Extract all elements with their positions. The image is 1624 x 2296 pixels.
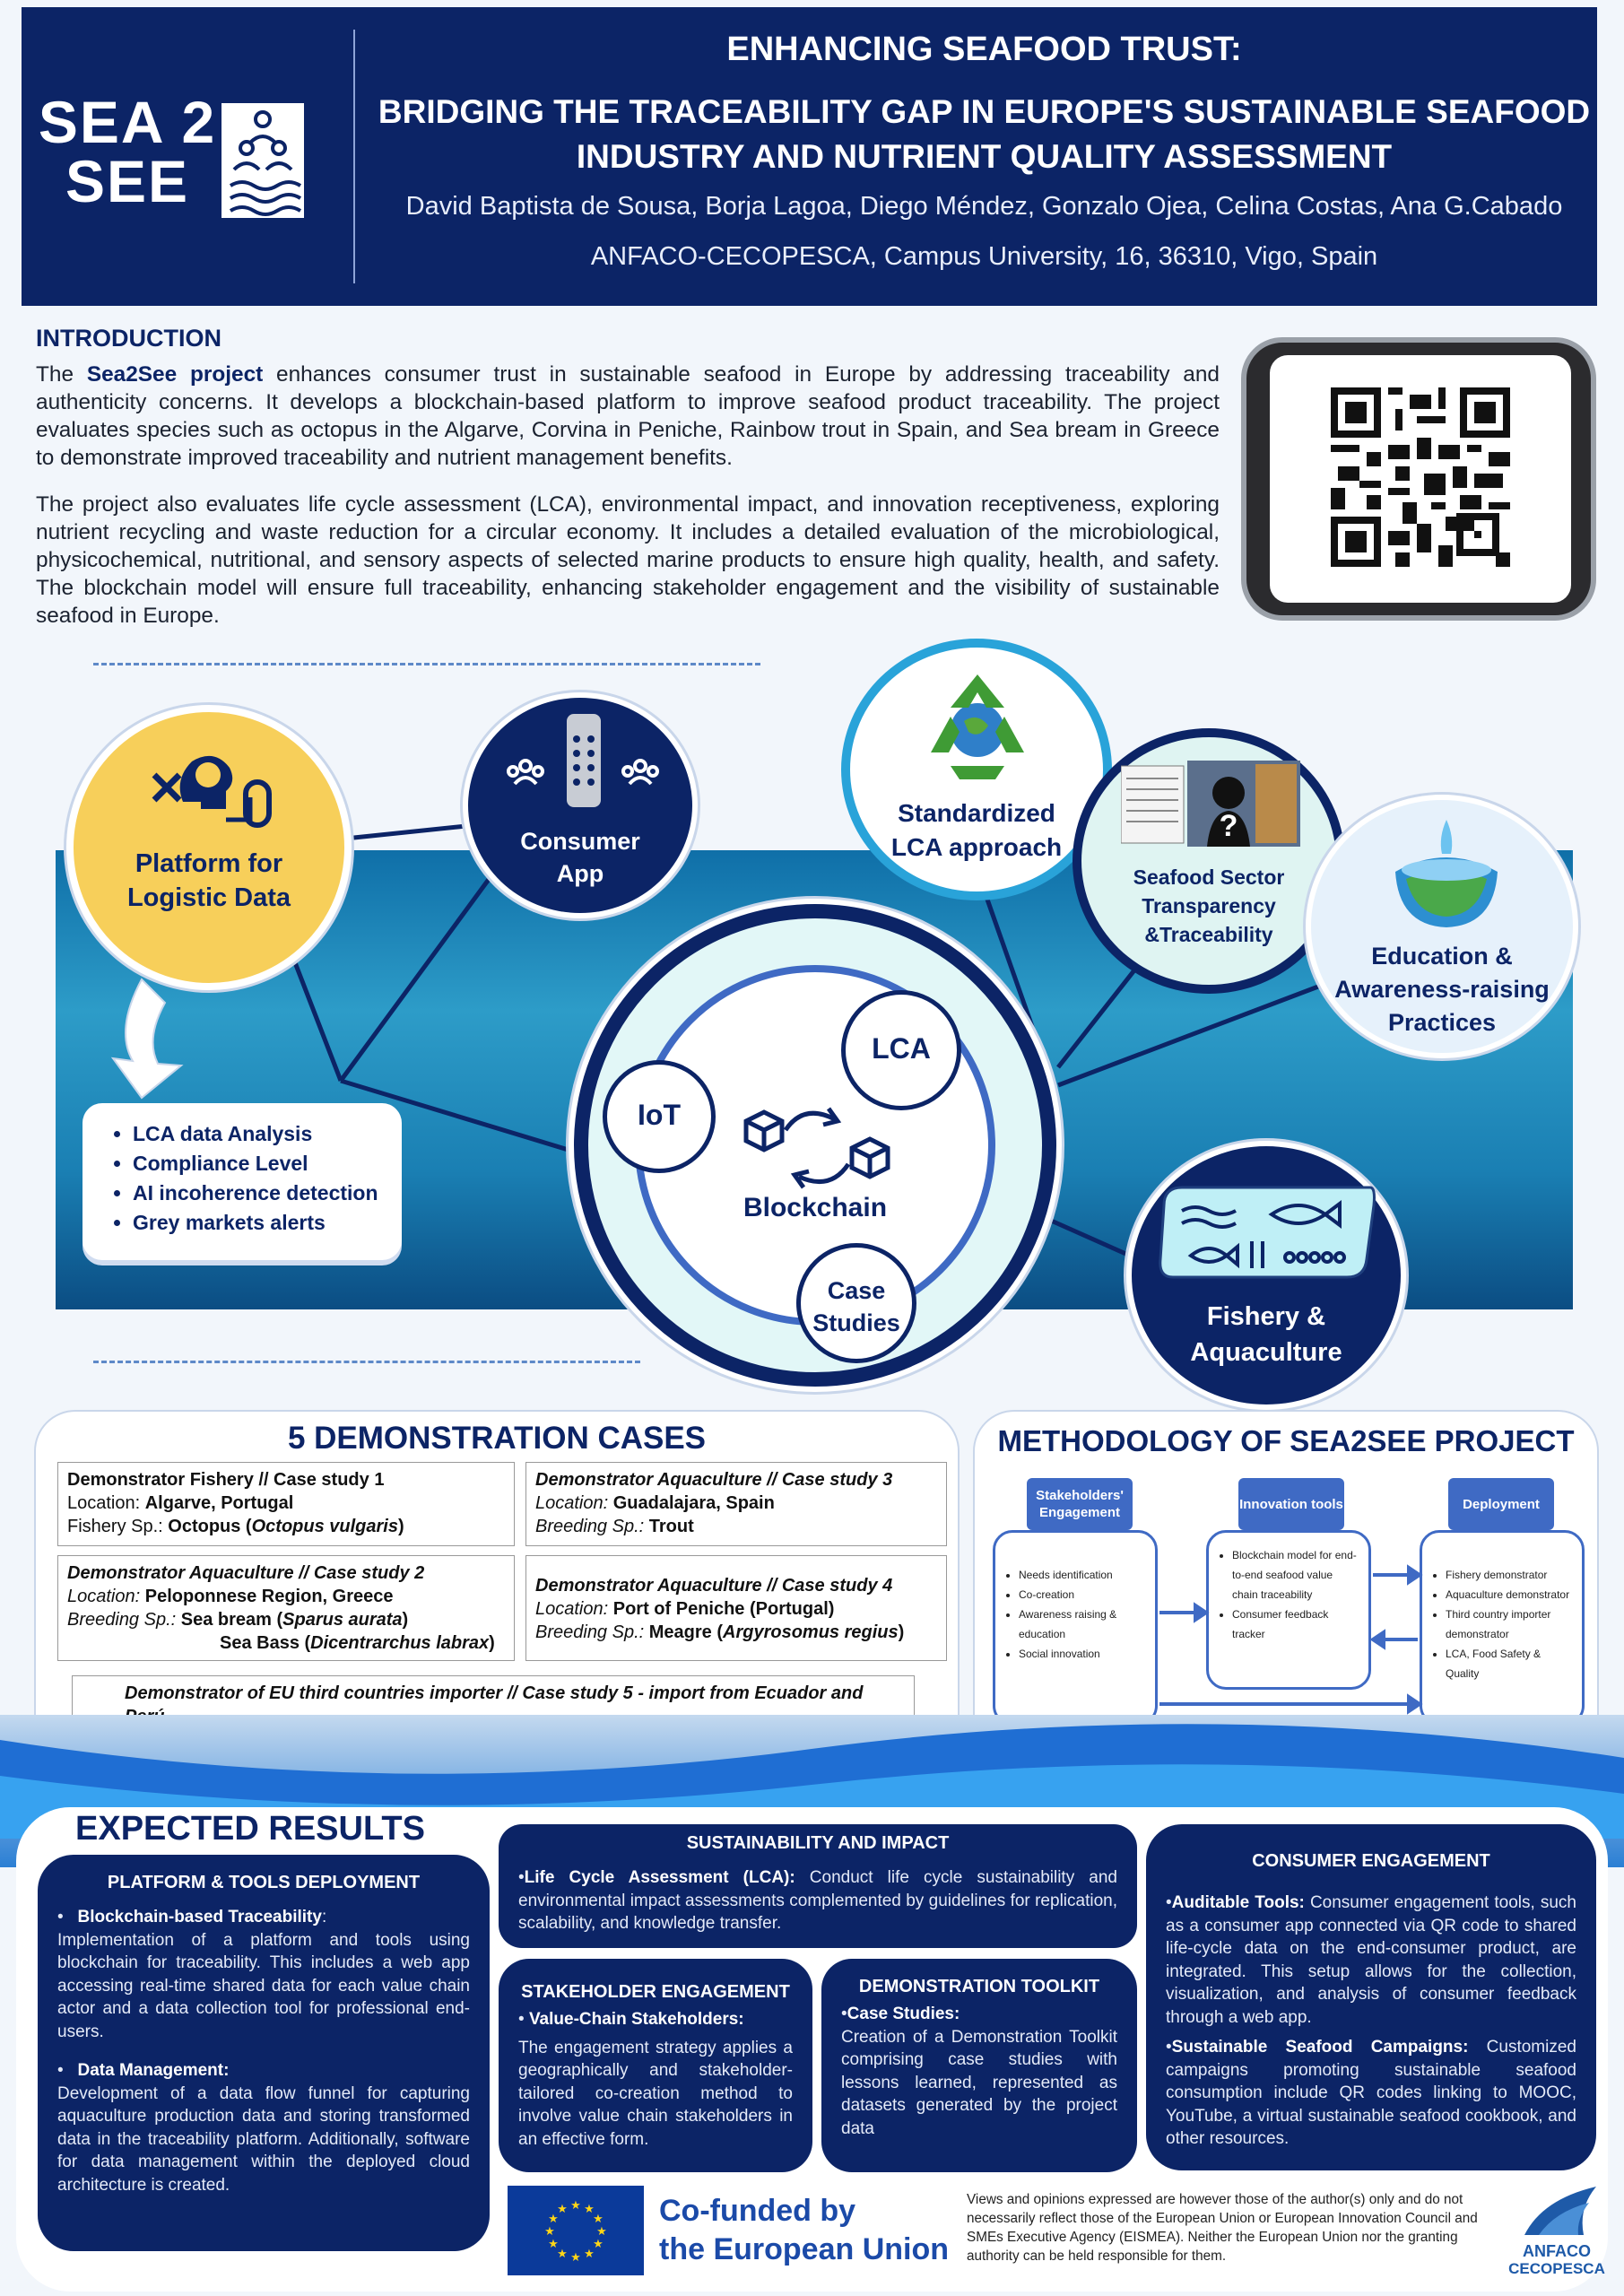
case-4-latin: Argyrosomus regius xyxy=(723,1622,899,1642)
case-study-1 xyxy=(57,1462,515,1546)
lca-node xyxy=(841,990,961,1110)
eu-label-1: Co-funded by xyxy=(659,2194,856,2228)
fishery-node xyxy=(1126,1141,1406,1410)
case-4-head: Demonstrator Aquaculture // Case study 4 xyxy=(535,1576,893,1596)
svg-text:★: ★ xyxy=(593,2213,604,2226)
list-item: • Fishery demonstrator xyxy=(1446,1565,1575,1585)
case-5-head: Demonstrator of EU third countries importer // Case study 5 - import from Ecuador and xyxy=(125,1683,864,1703)
methodology-title: METHODOLOGY OF SEA2SEE PROJECT xyxy=(997,1424,1575,1457)
platform-label-2: Logistic Data xyxy=(126,883,291,912)
svg-text:★: ★ xyxy=(548,2213,559,2226)
list-item: • LCA, Food Safety & Quality xyxy=(1446,1644,1575,1683)
svg-text:★: ★ xyxy=(570,2199,581,2213)
case-1-paren: ) xyxy=(397,1517,404,1536)
consumer-heading: CONSUMER ENGAGEMENT xyxy=(1252,1851,1490,1871)
case-4-location: Port of Peniche (Portugal) xyxy=(612,1599,835,1619)
case-2-head: Demonstrator Aquaculture // Case study 2 xyxy=(67,1563,425,1583)
qr-code-icon[interactable] xyxy=(1331,387,1510,567)
svg-text:?: ? xyxy=(1219,809,1238,843)
case-study-2 xyxy=(57,1555,515,1661)
platform-features-list xyxy=(83,1103,402,1260)
fishery-label-1: Fishery & xyxy=(1206,1302,1326,1331)
sustainability-bullet-text: Conduct life cycle sustainability and environmental impact assessments complemented by guidelines for replication, scalability, and knowledge transfer. xyxy=(518,1868,1118,1933)
consumer-bullet-2-text: Customized campaigns promoting sustainable seafood consumption include QR codes linking to MOOC, YouTube, a virtual sustainable seafood cookbook, and other resources. xyxy=(1166,2038,1576,2148)
logo-wordmark xyxy=(38,89,217,214)
case-label-2: Studies xyxy=(812,1309,900,1336)
down-arrow-icon xyxy=(106,976,213,1101)
method-head-deployment: Deployment xyxy=(1448,1478,1554,1530)
anfaco-label-2: CECOPESCA xyxy=(1508,2260,1605,2277)
case-3-location: Guadalajara, Spain xyxy=(612,1493,775,1513)
eu-label-2: the European Union xyxy=(659,2232,949,2266)
svg-text:★: ★ xyxy=(557,2203,568,2216)
method-head-stakeholders: Stakeholders' Engagement xyxy=(1027,1478,1133,1530)
water-bowl-icon xyxy=(1388,816,1505,931)
stakeholder-bullet: • Value-Chain Stakeholders: xyxy=(518,2010,744,2029)
intro-paragraph-1 xyxy=(36,361,1220,472)
case-2-species: Sea bream ( xyxy=(180,1610,283,1630)
consumer-bullet-1-title: Auditable Tools: xyxy=(1171,1893,1305,1912)
stakeholder-bullet-title: Value-Chain Stakeholders: xyxy=(528,2010,744,2029)
project-name: Sea2See project xyxy=(86,362,264,387)
anfaco-label-1: ANFACO xyxy=(1523,2242,1591,2260)
lca-label: LCA xyxy=(872,1032,931,1065)
transparency-node xyxy=(1073,728,1345,994)
list-item: • Aquaculture demonstrator xyxy=(1446,1585,1575,1605)
svg-text:★: ★ xyxy=(570,2251,581,2265)
demonstration-heading: DEMONSTRATION TOOLKIT xyxy=(858,1977,1100,1996)
svg-text:★: ★ xyxy=(584,2248,595,2261)
education-label-1: Education & xyxy=(1371,943,1513,970)
method-head-innovation: Innovation tools xyxy=(1238,1478,1344,1530)
list-item: • AI incoherence detection xyxy=(133,1178,402,1208)
list-item: • Awareness raising & education xyxy=(1019,1605,1148,1644)
poster-title-line-2: BRIDGING THE TRACEABILITY GAP IN EUROPE'S SUSTAINABLE SEAFOOD xyxy=(378,93,1591,130)
platform-tools-heading: PLATFORM & TOOLS DEPLOYMENT xyxy=(107,1873,421,1892)
education-label-3: Practices xyxy=(1387,1009,1497,1036)
header-banner xyxy=(22,7,1597,306)
sustainability-card xyxy=(499,1824,1137,1948)
fish-tile-icon xyxy=(1155,1178,1379,1286)
consumer-app-node xyxy=(463,692,698,918)
case-3-sp-label: Breeding Sp.: xyxy=(535,1517,649,1536)
lca-approach-label-1: Standardized xyxy=(898,799,1055,827)
case-1-loc-label: Location: xyxy=(67,1493,145,1513)
transparency-label-2: Transparency xyxy=(1142,894,1276,918)
intro-heading: INTRODUCTION xyxy=(36,325,221,352)
consumer-label-2: App xyxy=(556,860,604,887)
platform-bullet-2-text: Development of a data flow funnel for capturing aquaculture production data and storing transformed data in the traceability platform. Additionally, software for data management within the deployed cloud architecture is created. xyxy=(57,2083,470,2195)
case-4-loc-label: Location: xyxy=(535,1599,613,1619)
transparency-label-3: &Traceability xyxy=(1144,923,1273,946)
case-2-latin: Sparus aurata xyxy=(282,1610,403,1630)
label-question-icon xyxy=(1121,761,1300,847)
platform-bullet-2-title: Data Management: xyxy=(77,2061,230,2080)
case-1-sp-label: Fishery Sp.: xyxy=(67,1517,169,1536)
list-item: • Third country importer demonstrator xyxy=(1446,1605,1575,1644)
brain-tools-icon xyxy=(147,739,282,838)
platform-bullet-1: • Blockchain-based Traceability: Implementation of a platform and tools using blockchain for traceability. This includes a web app accessing real-time shared data for each value chain actor and a data collection tool for professional end-users. xyxy=(57,1908,470,2041)
platform-logistic-node xyxy=(66,705,352,990)
demonstration-bullet-title: Case Studies: xyxy=(847,2005,960,2023)
consumer-label-1: Consumer xyxy=(520,828,640,855)
case-3-species: Trout xyxy=(648,1517,694,1536)
case-4-paren: ) xyxy=(898,1622,905,1642)
case-4-species: Meagre ( xyxy=(648,1622,723,1642)
case-study-4 xyxy=(525,1555,947,1661)
poster-title-line-1: ENHANCING SEAFOOD TRUST: xyxy=(726,30,1242,68)
demonstration-bullet: •Case Studies: xyxy=(841,2005,960,2023)
case-studies-node xyxy=(796,1243,916,1363)
intro-p1-rest: enhances consumer trust in sustainable seafood in Europe by addressing traceability and authenticity concerns. It develops a blockchain-based platform to improve seafood product traceability. The project evaluates species such as octopus in the Algarve, Corvina in Peniche, Rainbow trout in Spain, and Sea bream in Greece to demonstrate improved traceability and nutrient management benefits. xyxy=(36,362,1220,470)
case-3-head: Demonstrator Aquaculture // Case study 3 xyxy=(535,1470,893,1490)
affiliation: ANFACO-CECOPESCA, Campus University, 16, 36310, Vigo, Spain xyxy=(590,242,1378,271)
intro-paragraph-2: The project also evaluates life cycle assessment (LCA), environmental impact, and innovation receptiveness, exploring nutrient recycling and waste reduction for a circular economy. It includes a detailed evaluation of the microbiological, physicochemical, nutritional, and sensory aspects of selected marine products to ensure high quality, health, and safety. The blockchain model will ensure full traceability, enhancing stakeholder engagement and the visibility of sustainable seafood in Europe. xyxy=(36,492,1220,628)
case-4-sp-label: Breeding Sp.: xyxy=(535,1622,649,1642)
case-2-paren-2: ) xyxy=(489,1633,495,1653)
case-2-location: Peloponnese Region, Greece xyxy=(144,1587,394,1606)
list-item: • Compliance Level xyxy=(133,1149,402,1178)
eu-flag-icon xyxy=(508,2186,644,2275)
poster-title-line-3: INDUSTRY AND NUTRIENT QUALITY ASSESSMENT xyxy=(576,138,1393,175)
fishery-label-2: Aquaculture xyxy=(1190,1338,1342,1367)
lca-approach-label-2: LCA approach xyxy=(890,833,1063,861)
blockchain-cycle-icon xyxy=(741,1094,893,1202)
sustainability-bullet-title: Life Cycle Assessment (LCA): xyxy=(524,1868,795,1887)
lca-approach-node xyxy=(841,639,1112,900)
disclaimer: Views and opinions expressed are however those of the author(s) only and do not necessarily reflect those of the European Union or European Innovation Council and SMEs Executive Agency (EISMEA). Neither the European Union nor the granting authority can be held responsible for them. xyxy=(967,2192,1478,2264)
svg-text:★: ★ xyxy=(557,2248,568,2261)
intro-p1-pre: The xyxy=(36,362,87,387)
cases-title: 5 DEMONSTRATION CASES xyxy=(287,1421,707,1456)
list-item: • Grey markets alerts xyxy=(133,1208,402,1238)
case-2-paren: ) xyxy=(402,1610,409,1630)
divider-bottom xyxy=(93,1361,640,1363)
results-title: EXPECTED RESULTS xyxy=(75,1810,425,1848)
anfaco-wave-icon xyxy=(1507,2181,1607,2239)
svg-text:★: ★ xyxy=(593,2238,604,2251)
platform-bullet-1-title: Blockchain-based Traceability xyxy=(77,1908,322,1926)
platform-label-1: Platform for xyxy=(135,849,283,878)
logo-line-1: SEA 2 xyxy=(38,89,217,155)
consumer-engagement-card xyxy=(1146,1824,1596,2170)
list-item: • Consumer feedback tracker xyxy=(1232,1605,1361,1644)
poster-title xyxy=(371,90,1597,179)
consumer-bullet-2-title: Sustainable Seafood Campaigns: xyxy=(1171,2038,1469,2057)
case-1-species: Octopus ( xyxy=(168,1517,252,1536)
list-item: • LCA data Analysis xyxy=(133,1119,402,1149)
header-divider xyxy=(353,30,355,283)
blockchain-label: Blockchain xyxy=(743,1193,888,1222)
stakeholder-heading: STAKEHOLDER ENGAGEMENT xyxy=(521,1982,790,2002)
list-item: • Co-creation xyxy=(1019,1585,1148,1605)
anfaco-logo xyxy=(1507,2181,1607,2280)
svg-text:★: ★ xyxy=(548,2238,559,2251)
platform-bullet-1-text: Implementation of a platform and tools using blockchain for traceability. This includes a web app accessing real-time shared data for each value chain actor and a data collection tool for professional end-users. xyxy=(57,1930,470,2041)
sea2see-logo xyxy=(38,89,329,227)
phone-screen xyxy=(1270,355,1571,603)
case-1-latin: Octopus vulgaris xyxy=(251,1517,398,1536)
phone-mockup xyxy=(1241,337,1596,621)
consumer-bullet-1: •Auditable Tools: Consumer engagement tools, such as a consumer app connected via QR code to shared life-cycle data on the end-consumer product, are integrated. This setup allows for the collection, visualization, and analysis of consumer feedback through a web app. xyxy=(1166,1893,1576,2027)
education-node xyxy=(1306,795,1578,1058)
svg-text:★: ★ xyxy=(544,2225,555,2239)
consumer-bullet-1-text: Consumer engagement tools, such as a consumer app connected via QR code to shared life-cycle data on the end-consumer product, are integrated. This setup allows for the collection, visualization, and analysis of consumer feedback through a web app. xyxy=(1166,1893,1576,2027)
case-1-location: Algarve, Portugal xyxy=(144,1493,294,1513)
logo-line-2: SEE xyxy=(65,148,190,214)
list-item: • Needs identification xyxy=(1019,1565,1148,1585)
case-study-3 xyxy=(525,1462,947,1546)
platform-bullet-2: • Data Management: Development of a data flow funnel for capturing aquaculture production data and storing transformed data in the traceability platform. Additionally, software for data management within the deployed cloud architecture is created. xyxy=(57,2061,470,2195)
iot-node xyxy=(603,1060,716,1173)
case-3-loc-label: Location: xyxy=(535,1493,613,1513)
demonstration-text: Creation of a Demonstration Toolkit comprising case studies with lessons learned, represented as datasets generated by the project data xyxy=(841,2027,1117,2138)
svg-text:★: ★ xyxy=(596,2225,607,2239)
list-item: • Social innovation xyxy=(1019,1644,1148,1664)
sustainability-heading: SUSTAINABILITY AND IMPACT xyxy=(686,1833,950,1853)
iot-label: IoT xyxy=(638,1099,681,1131)
demonstration-toolkit-card xyxy=(821,1959,1137,2172)
case-2-latin-2: Dicentrarchus labrax xyxy=(310,1633,490,1653)
platform-tools-card xyxy=(38,1855,490,2251)
case-2-species-2: Sea Bass ( xyxy=(220,1633,311,1653)
stakeholder-text: The engagement strategy applies a geographically and stakeholder-tailored co-creation method to involve value chain stakeholders in an effective form. xyxy=(518,2038,793,2149)
blockchain-hub xyxy=(574,904,1056,1387)
case-1-head: Demonstrator Fishery // Case study 1 xyxy=(67,1470,385,1490)
education-label-2: Awareness-raising xyxy=(1334,976,1550,1003)
list-item: • Blockchain model for end-to-end seafood value chain traceability xyxy=(1232,1545,1361,1605)
case-label-1: Case xyxy=(827,1277,886,1304)
consumer-bullet-2: •Sustainable Seafood Campaigns: Customized campaigns promoting sustainable seafood consumption include QR codes linking to MOOC, YouTube, a virtual sustainable seafood cookbook, and other resources. xyxy=(1166,2038,1576,2148)
svg-text:★: ★ xyxy=(584,2203,595,2216)
recycle-globe-icon xyxy=(915,667,1040,784)
stakeholder-card xyxy=(499,1959,812,2172)
eu-cofunded-label xyxy=(659,2192,949,2269)
sustainability-text: •Life Cycle Assessment (LCA): Conduct life cycle sustainability and environmental impact assessments complemented by guidelines for replication, scalability, and knowledge transfer. xyxy=(518,1868,1118,1933)
authors: David Baptista de Sousa, Borja Lagoa, Diego Méndez, Gonzalo Ojea, Celina Costas, Ana G.Cabado xyxy=(405,192,1563,221)
transparency-label-1: Seafood Sector xyxy=(1133,865,1285,889)
people-waves-icon xyxy=(221,103,304,218)
case-2-loc-label: Location: xyxy=(67,1587,145,1606)
case-2-sp-label: Breeding Sp.: xyxy=(67,1610,181,1630)
remote-people-icon xyxy=(499,712,669,811)
